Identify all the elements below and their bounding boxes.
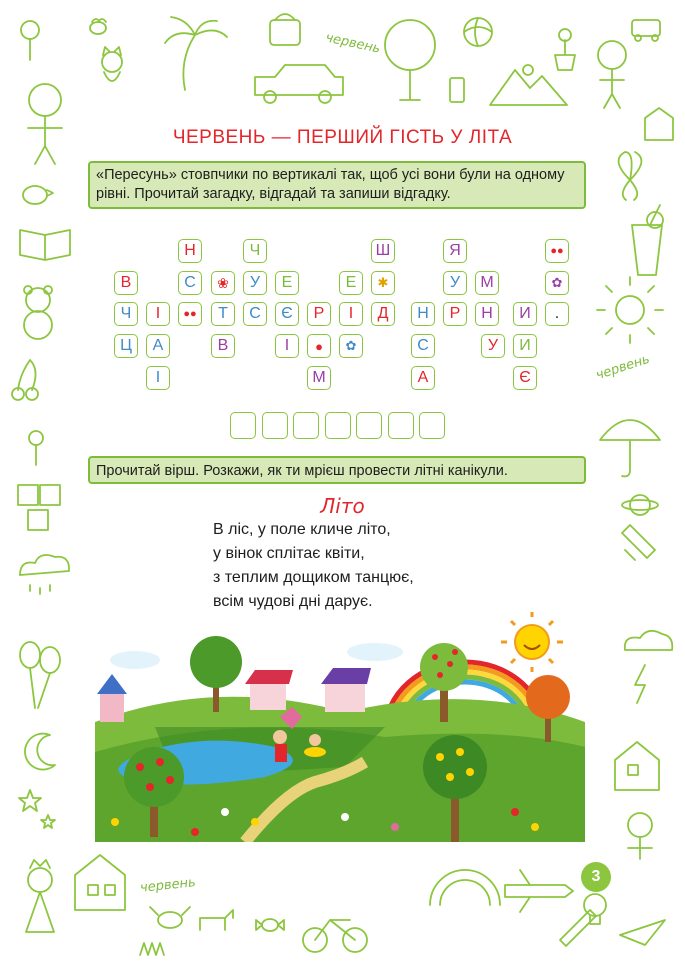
puzzle-cell: С (411, 334, 435, 358)
strawberry-cell: ● (307, 334, 331, 358)
flowerpot-icon (555, 29, 575, 70)
puzzle-cell: Ч (243, 239, 267, 263)
puzzle-cell: Н (178, 239, 202, 263)
grass-icon (140, 943, 164, 955)
crab-icon (150, 907, 190, 928)
mobile-icon (450, 78, 464, 102)
bird-icon (23, 186, 53, 204)
poem-title: Літо (320, 494, 365, 518)
airplane-icon (505, 870, 573, 912)
task-instructions: «Пересунь» стовпчики по вертикалі так, щоб усі вони були на одному рівні. Прочитай загадку, відгадай та запиши відгадку. (88, 161, 586, 209)
puzzle-cell: Е (275, 271, 299, 295)
puzzle-cell: В (211, 334, 235, 358)
princess-icon (26, 860, 54, 932)
poem-line: всім чудові дні дарує. (213, 593, 373, 610)
answer-box[interactable] (262, 412, 288, 439)
answer-box[interactable] (325, 412, 351, 439)
sun-icon (597, 277, 663, 343)
cloud-icon (20, 555, 69, 594)
puzzle-cell: Є (275, 302, 299, 326)
flower-cell: ❀ (211, 271, 235, 295)
puzzle-cell: І (146, 366, 170, 390)
umbrella-icon (600, 420, 660, 476)
bee-icon (90, 19, 106, 34)
bulb-icon (584, 894, 606, 924)
puzzle-cell: М (475, 271, 499, 295)
flower-cell: ✿ (339, 334, 363, 358)
puzzle-cell: А (411, 366, 435, 390)
puzzle-cell: І (339, 302, 363, 326)
poem-line: з теплим дощиком танцює, (213, 569, 414, 586)
cherries-icon (12, 360, 38, 400)
doodle-word: червень (594, 351, 652, 384)
cloud-lightning-icon (625, 631, 672, 703)
page-title: ЧЕРВЕНЬ — ПЕРШИЙ ГІСТЬ У ЛІТА (172, 127, 513, 148)
poem-line: у вінок сплітає квіти, (213, 545, 365, 562)
flower-cell: ✿ (545, 271, 569, 295)
puzzle-cell: Т (211, 302, 235, 326)
cat-icon (102, 47, 122, 81)
bicycle-icon (303, 920, 367, 952)
flowers-icon (29, 431, 43, 465)
puzzle-cell: Е (339, 271, 363, 295)
puzzle-cell: . (545, 302, 569, 326)
mountains-icon (490, 65, 567, 105)
house-center (245, 670, 293, 710)
puzzle-cell: Є (513, 366, 537, 390)
telephone-icon (270, 14, 300, 45)
puzzle-cell: Р (307, 302, 331, 326)
puzzle-cell: И (513, 302, 537, 326)
lollipop-icon (21, 21, 39, 60)
page-number: 3 (581, 862, 611, 892)
stars-icon (19, 790, 55, 828)
book-icon (20, 230, 70, 260)
ball-icon (464, 18, 492, 46)
puzzle-cell: Н (475, 302, 499, 326)
puzzle-cell: В (114, 271, 138, 295)
puzzle-cell: І (146, 302, 170, 326)
answer-box[interactable] (419, 412, 445, 439)
puzzle-cell: У (243, 271, 267, 295)
glass-icon (632, 205, 663, 275)
doodle-word: червень (139, 875, 197, 896)
palm-tree-icon (165, 17, 227, 90)
cherries-cell: ●● (545, 239, 569, 263)
moon-icon (25, 734, 55, 770)
puzzle-cell: С (243, 302, 267, 326)
house-right (321, 668, 371, 712)
rainbow-icon (430, 870, 500, 905)
puzzle-cell: Ш (371, 239, 395, 263)
puzzle-cell: Н (411, 302, 435, 326)
puzzle-cell: Ц (114, 334, 138, 358)
candy-icon (256, 919, 284, 931)
butterfly-icon (619, 152, 642, 200)
puzzle-cell: Ч (114, 302, 138, 326)
bee-cell: ✱ (371, 271, 395, 295)
cherries-cell: ●● (178, 302, 202, 326)
poem-line: В ліс, у поле кличе літо, (213, 521, 391, 538)
paper-plane-icon (620, 920, 665, 945)
puzzle-cell: А (146, 334, 170, 358)
puzzle-cell: М (307, 366, 331, 390)
teddy-bear-icon (24, 286, 52, 339)
puzzle-cell: С (178, 271, 202, 295)
house-icon (75, 855, 125, 910)
puzzle-cell: Р (443, 302, 467, 326)
puzzle-cell: И (513, 334, 537, 358)
house-right-icon (615, 742, 659, 790)
tree-icon (385, 20, 435, 100)
balloons-icon (20, 642, 60, 708)
answer-box[interactable] (388, 412, 414, 439)
puzzle-cell: Д (371, 302, 395, 326)
puzzle-cell: І (275, 334, 299, 358)
girl-icon (598, 41, 626, 108)
summer-landscape-illustration (95, 612, 585, 842)
boy-icon (28, 84, 62, 164)
truck-icon (632, 20, 660, 41)
task-instructions-2: Прочитай вірш. Розкажи, як ти мрієш провести літні канікули. (88, 456, 586, 484)
doodle-word: червень (324, 30, 382, 57)
girl-right-icon (628, 813, 652, 859)
puzzle-cell: Я (443, 239, 467, 263)
answer-box[interactable] (293, 412, 319, 439)
poem-text (213, 518, 414, 614)
rocket-icon (622, 525, 655, 560)
answer-box[interactable] (230, 412, 256, 439)
puzzle-cell: У (481, 334, 505, 358)
puzzle-cell: У (443, 271, 467, 295)
answer-box[interactable] (356, 412, 382, 439)
car-icon (255, 65, 343, 103)
dog-icon (200, 910, 233, 930)
